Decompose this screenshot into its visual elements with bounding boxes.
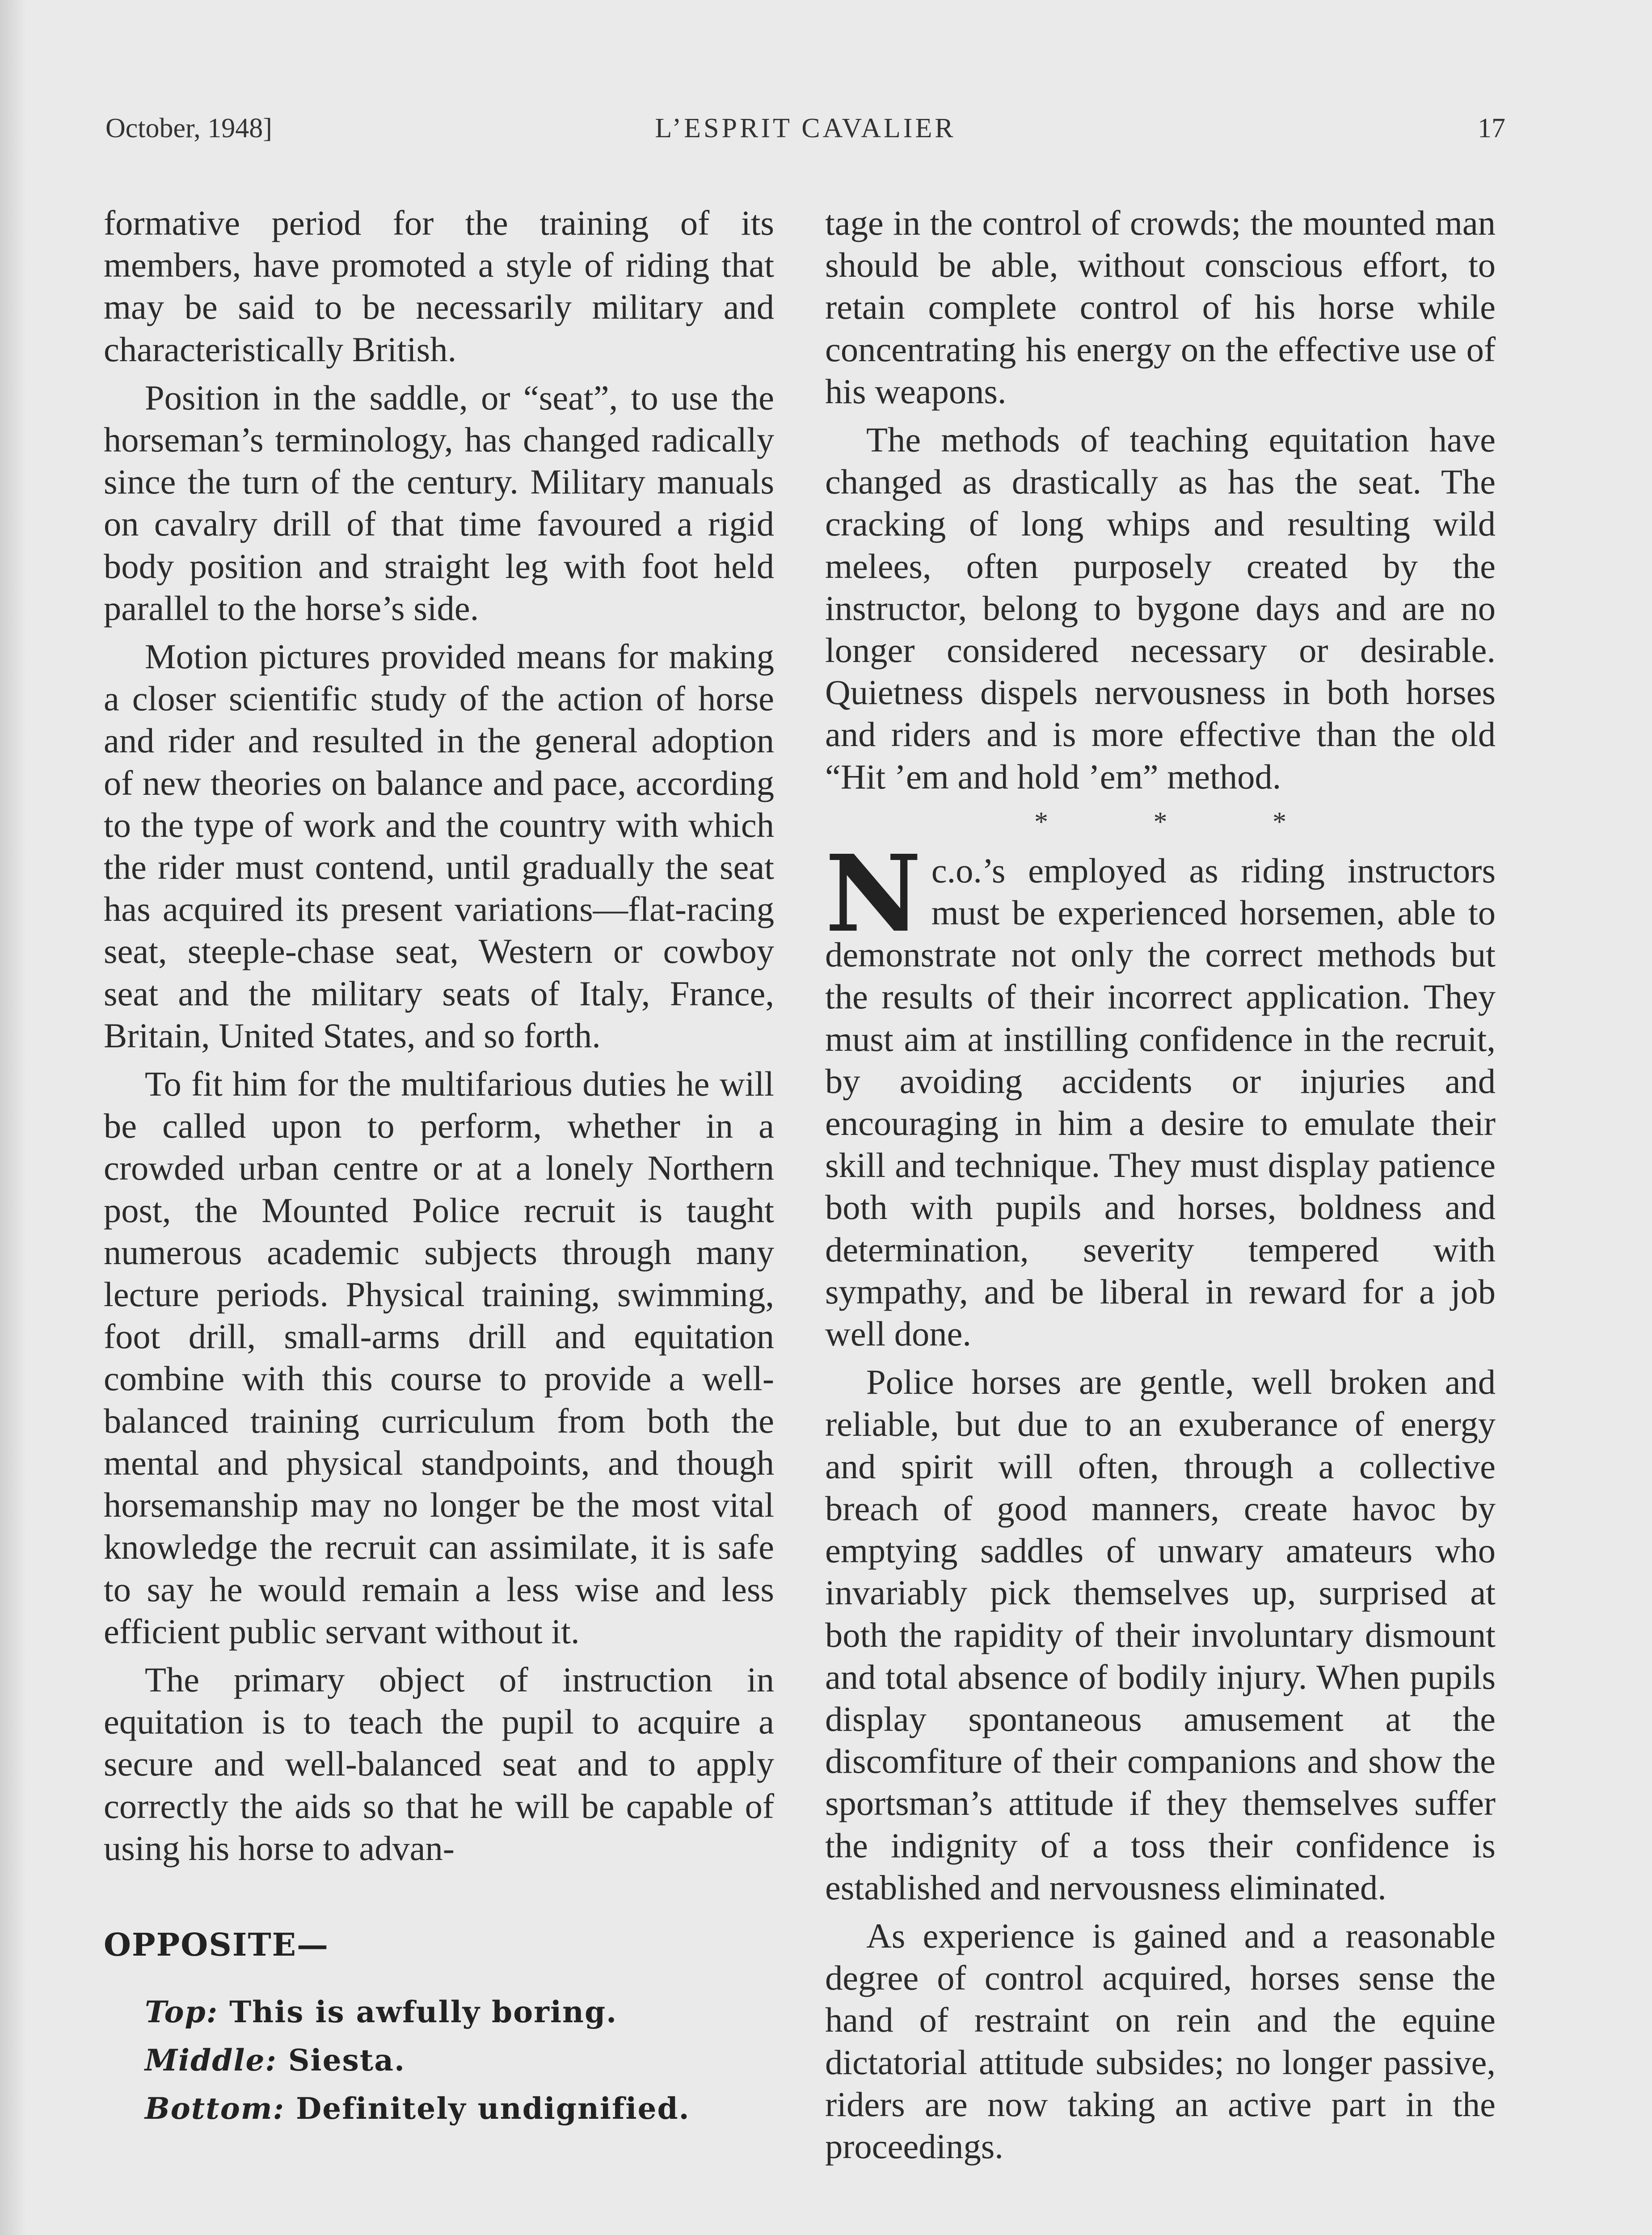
caption-line-middle [104,2039,774,2081]
caption-label: Bottom: [145,2091,285,2126]
running-header [105,113,1505,148]
paragraph: As experience is gained and a reasonable degree of control acquired, horses sense the hand of restraint on rein and the equine dictatorial attitude subsides; no longer passive, riders are now taking an active part in the proceedings. [825,1916,1496,2166]
drop-cap-paragraph [825,831,1496,1355]
left-column [104,202,774,2136]
paragraph: The primary object of instruction in equitation is to teach the pupil to acquire a secure and well-balanced seat and to apply correctly the aids so that he will be capable of using his horse to advan- [104,1660,774,1868]
page-number: 17 [1478,113,1505,143]
paragraph: Position in the saddle, or “seat”, to use the horseman’s terminology, has changed radically since the turn of the century. Military manuals on cavalry drill of that time favoured a rigid body position and straight leg with foot held parallel to the horse’s side. [104,378,774,628]
photo-caption [104,1924,774,2130]
caption-text: Siesta. [288,2043,405,2078]
paragraph: Motion pictures provided means for making a closer scientific study of the action of horse and rider and resulted in the general adoption of new theories on balance and pace, according to the type of work and the country with which the rider must contend, until gradually the seat has acquired its present variations—flat-racing seat, steeple-chase seat, Western or cowboy seat and the military seats of Italy, France, Britain, United States, and so forth. [104,637,774,1055]
drop-cap-letter: N [825,831,922,956]
paragraph: formative period for the training of its members, have promoted a style of riding that may be said to be necessarily military and characteristically British. [104,203,774,369]
paragraph: tage in the control of crowds; the mounted man should be able, without conscious effort, to retain complete control of his horse while concentrating his energy on the effective use of his weapons. [825,203,1496,411]
caption-line-bottom [104,2087,774,2130]
header-date: October, 1948] [105,113,272,143]
caption-line-top [104,1991,774,2033]
right-column [825,202,1496,2174]
paragraph: To fit him for the multifarious duties he will be called upon to perform, whether in a crowded urban centre or at a lonely Northern post, the Mounted Police recruit is taught numerous academic subjects through many lecture periods. Physical training, swimming, foot drill, small-arms drill and equitation combine with this course to provide a well-balanced training curriculum from both the mental and physical standpoints, and though horsemanship may no longer be the most vital knowledge the recruit can assimilate, it is safe to say he would remain a less wise and less efficient public servant without it. [104,1064,774,1651]
header-journal-title: L’ESPRIT CAVALIER [655,113,956,143]
section-separator: * * * [1034,806,1286,837]
caption-text: Definitely undignified. [295,2091,690,2126]
paragraph: The methods of teaching equitation have changed as drastically as has the seat. The cracking of long whips and resulting wild melees, often purposely created by the instructor, belong to bygone days and are no longer considered necessary or desirable. Quietness dispels nervousness in both horses and riders and is more effective than the old “Hit ’em and hold ’em” method. [825,420,1496,796]
paragraph: Police horses are gentle, well broken and reliable, but due to an exuberance of energy and spirit will often, through a collective breach of good manners, create havoc by emptying saddles of unwary amateurs who invariably pick themselves up, surprised at both the rapidity of their involuntary dismount and total absence of bodily injury. When pupils display spontaneous amusement at the discomfiture of their companions and show the sportsman’s attitude if they themselves suffer the indignity of a toss their confidence is established and nervousness eliminated. [825,1362,1496,1907]
caption-text: This is awfully boring. [229,1995,618,2030]
caption-label: Top: [145,1995,219,2030]
caption-heading: OPPOSITE— [104,1926,329,1963]
caption-label: Middle: [145,2043,277,2078]
page-binding-shadow [0,0,27,2235]
paragraph-text: c.o.’s employed as riding instructors must be experienced horsemen, able to demonstrate not only the correct methods but the results of their incorrect application. They must aim at instilling confidence in the recruit, by avoiding accidents or injuries and encouraging in him a desire to emulate their skill and technique. They must display patience both with pupils and horses, boldness and determination, severity tempered with sympathy, and be liberal in reward for a job well done. [825,851,1496,1354]
